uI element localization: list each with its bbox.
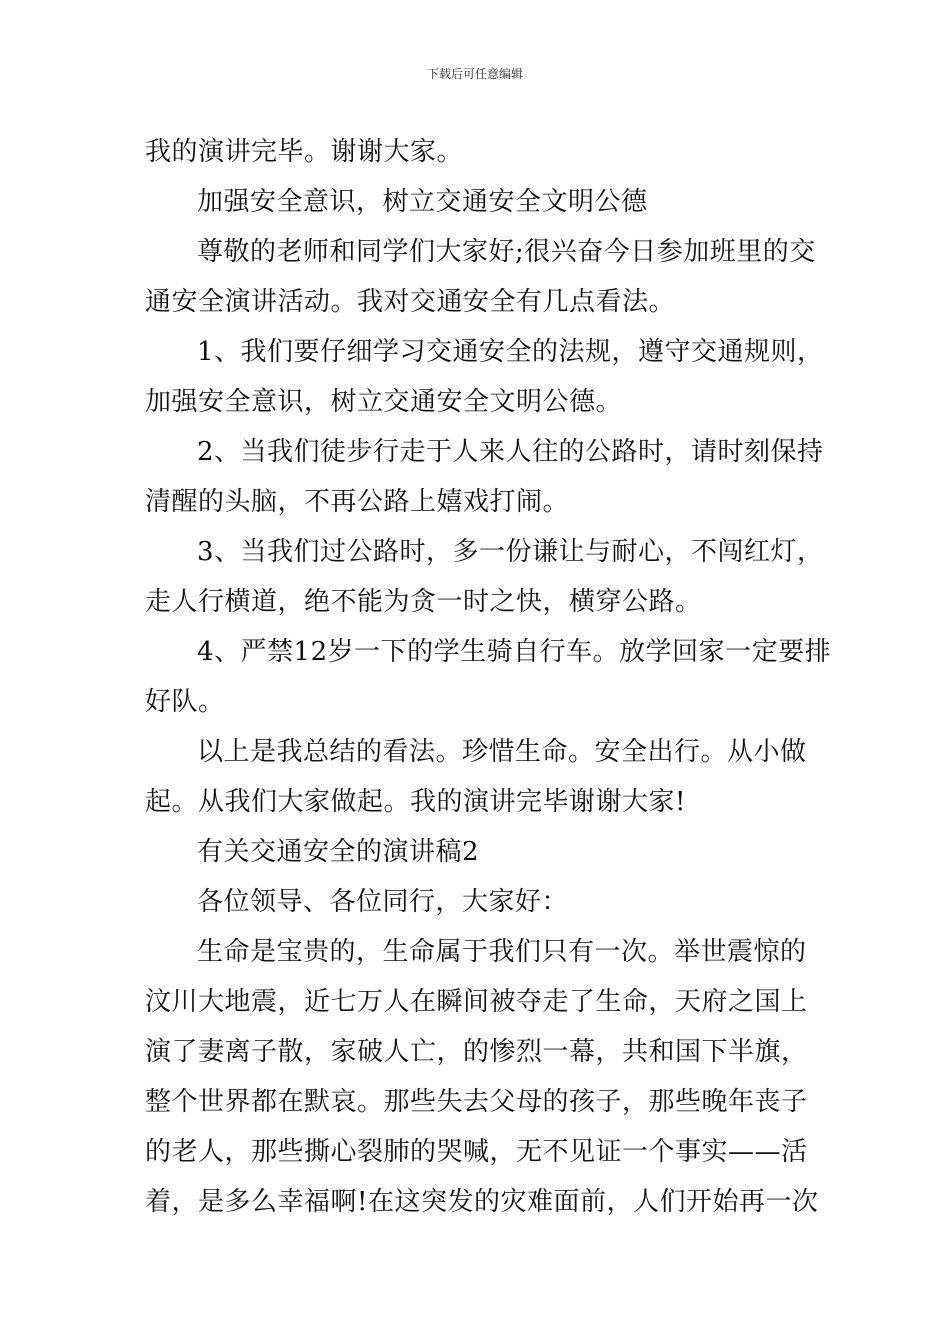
- paragraph-line: 以上是我总结的看法。珍惜生命。安全出行。从小做: [197, 737, 807, 767]
- paragraph-line: 1、我们要仔细学习交通安全的法规，遵守交通规则，: [197, 337, 824, 367]
- paragraph-line: 尊敬的老师和同学们大家好;很兴奋今日参加班里的交: [197, 237, 816, 267]
- document-body: [145, 127, 832, 1227]
- paragraph-line: 通安全演讲活动。我对交通安全有几点看法。: [145, 287, 676, 317]
- paragraph-line: 4、严禁12岁一下的学生骑自行车。放学回家一定要排: [197, 637, 832, 667]
- paragraph-line: 2、当我们徒步行走于人来人往的公路时，请时刻保持: [197, 437, 824, 467]
- section-title: 有关交通安全的演讲稿2: [197, 837, 480, 867]
- paragraph-line: 加强安全意识，树立交通安全文明公德。: [145, 387, 623, 417]
- paragraph-line: 3、当我们过公路时，多一份谦让与耐心，不闯红灯，: [197, 537, 824, 567]
- paragraph-line: 好队。: [145, 687, 225, 717]
- paragraph-line: 整个世界都在默哀。那些失去父母的孩子，那些晚年丧子: [145, 1087, 808, 1117]
- paragraph-line: 清醒的头脑，不再公路上嬉戏打闹。: [145, 487, 570, 517]
- paragraph-line: 生命是宝贵的，生命属于我们只有一次。举世震惊的: [197, 937, 807, 967]
- salutation: 各位领导、各位同行，大家好：: [197, 887, 569, 917]
- paragraph-line: 起。从我们大家做起。我的演讲完毕谢谢大家!: [145, 787, 686, 817]
- paragraph-line: 我的演讲完毕。谢谢大家。: [145, 137, 464, 167]
- paragraph-line: 汶川大地震，近七万人在瞬间被夺走了生命，天府之国上: [145, 987, 808, 1017]
- paragraph-line: 加强安全意识，树立交通安全文明公德: [197, 187, 648, 217]
- paragraph-line: 着，是多么幸福啊!在这突发的灾难面前，人们开始再一次: [145, 1187, 819, 1217]
- paragraph-line: 走人行横道，绝不能为贪一时之快，横穿公路。: [145, 587, 702, 617]
- paragraph-line: 演了妻离子散，家破人亡，的惨烈一幕，共和国下半旗，: [145, 1037, 808, 1067]
- page-header-note: 下载后可任意编辑: [426, 67, 523, 81]
- paragraph-line: 的老人，那些撕心裂肺的哭喊，无不见证一个事实——活: [145, 1137, 808, 1167]
